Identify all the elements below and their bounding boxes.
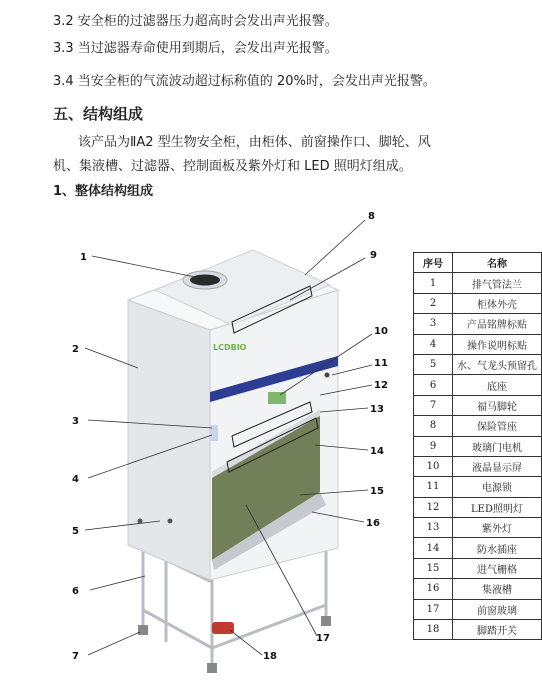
table-row	[414, 375, 542, 395]
gas-tap-hole	[138, 519, 143, 524]
callout-17: 17	[316, 633, 330, 644]
row-index: 12	[414, 497, 453, 517]
power-lock	[325, 373, 330, 378]
row-index: 1	[414, 273, 453, 293]
brand-logo: LCDBIO	[213, 343, 247, 352]
row-index: 17	[414, 599, 453, 619]
header-name: 名称	[453, 253, 542, 273]
table-row	[414, 273, 542, 293]
table-row	[414, 538, 542, 558]
row-part-name: 操作说明标贴	[453, 334, 542, 354]
table-row	[414, 416, 542, 436]
lcd-display	[268, 392, 286, 404]
row-part-name: 集液槽	[453, 579, 542, 599]
callout-6: 6	[72, 586, 79, 597]
row-part-name: 底座	[453, 375, 542, 395]
callout-1: 1	[80, 252, 87, 263]
cabinet-diagram	[0, 205, 400, 695]
paragraph-line-2: 机、集液槽、过滤器、控制面板及紫外灯和 LED 照明灯组成。	[53, 159, 412, 174]
exhaust-opening	[190, 275, 220, 286]
alarm-item-3-4: 3.4 当安全柜的气流波动超过标称值的 20%时，会发出声光报警。	[53, 74, 436, 89]
table-row	[414, 620, 542, 640]
row-index: 14	[414, 538, 453, 558]
callout-4: 4	[72, 474, 79, 485]
row-index: 16	[414, 579, 453, 599]
row-part-name: 防水插座	[453, 538, 542, 558]
alarm-item-3-2: 3.2 安全柜的过滤器压力超高时会发出声光报警。	[53, 14, 338, 29]
row-index: 6	[414, 375, 453, 395]
paragraph-line-1: 该产品为ⅡA2 型生物安全柜，由柜体、前窗操作口、脚轮、风	[78, 135, 431, 150]
caster-wheel	[207, 663, 217, 673]
table-header-row	[414, 253, 542, 273]
alarm-item-3-3: 3.3 当过滤器寿命使用到期后，会发出声光报警。	[53, 41, 338, 56]
row-part-name: 紫外灯	[453, 518, 542, 538]
row-part-name: 前窗玻璃	[453, 599, 542, 619]
subsection-title: 1、整体结构组成	[53, 184, 154, 199]
row-index: 2	[414, 293, 453, 313]
header-index: 序号	[414, 253, 453, 273]
callout-18: 18	[263, 651, 277, 662]
row-part-name: 排气管法兰	[453, 273, 542, 293]
table-row	[414, 314, 542, 334]
row-index: 18	[414, 620, 453, 640]
parts-table	[413, 252, 542, 640]
callout-15: 15	[370, 486, 384, 497]
callout-13: 13	[370, 404, 384, 415]
callout-11: 11	[374, 358, 388, 369]
foot-switch	[212, 622, 234, 634]
table-row	[414, 599, 542, 619]
callout-2: 2	[72, 344, 79, 355]
caster-wheel	[321, 616, 331, 626]
row-index: 10	[414, 456, 453, 476]
callout-12: 12	[374, 380, 388, 391]
row-index: 5	[414, 354, 453, 374]
callout-16: 16	[366, 518, 380, 529]
row-index: 11	[414, 477, 453, 497]
callout-5: 5	[72, 526, 79, 537]
table-row	[414, 477, 542, 497]
table-row	[414, 334, 542, 354]
row-index: 13	[414, 518, 453, 538]
callout-7: 7	[72, 651, 79, 662]
table-row	[414, 558, 542, 578]
row-index: 7	[414, 395, 453, 415]
row-part-name: 保险管座	[453, 416, 542, 436]
operation-label	[210, 425, 218, 441]
row-part-name: 福马脚轮	[453, 395, 542, 415]
row-index: 4	[414, 334, 453, 354]
table-row	[414, 518, 542, 538]
table-row	[414, 395, 542, 415]
row-part-name: LED照明灯	[453, 497, 542, 517]
row-index: 8	[414, 416, 453, 436]
row-part-name: 脚踏开关	[453, 620, 542, 640]
callout-14: 14	[370, 446, 384, 457]
row-part-name: 柜体外壳	[453, 293, 542, 313]
row-index: 9	[414, 436, 453, 456]
callout-9: 9	[370, 250, 377, 261]
section-title: 五、结构组成	[53, 105, 144, 123]
row-part-name: 进气栅格	[453, 558, 542, 578]
gas-tap-hole	[168, 519, 173, 524]
table-row	[414, 354, 542, 374]
row-index: 3	[414, 314, 453, 334]
row-part-name: 产品铭牌标贴	[453, 314, 542, 334]
row-part-name: 液晶显示屏	[453, 456, 542, 476]
table-row	[414, 293, 542, 313]
row-part-name: 电源锁	[453, 477, 542, 497]
table-row	[414, 579, 542, 599]
table-row	[414, 497, 542, 517]
row-part-name: 水、气龙头预留孔	[453, 354, 542, 374]
row-index: 15	[414, 558, 453, 578]
caster-wheel	[138, 625, 148, 635]
callout-3: 3	[72, 416, 79, 427]
callout-10: 10	[374, 326, 388, 337]
table-row	[414, 456, 542, 476]
row-part-name: 玻璃门电机	[453, 436, 542, 456]
callout-8: 8	[368, 211, 375, 222]
table-row	[414, 436, 542, 456]
